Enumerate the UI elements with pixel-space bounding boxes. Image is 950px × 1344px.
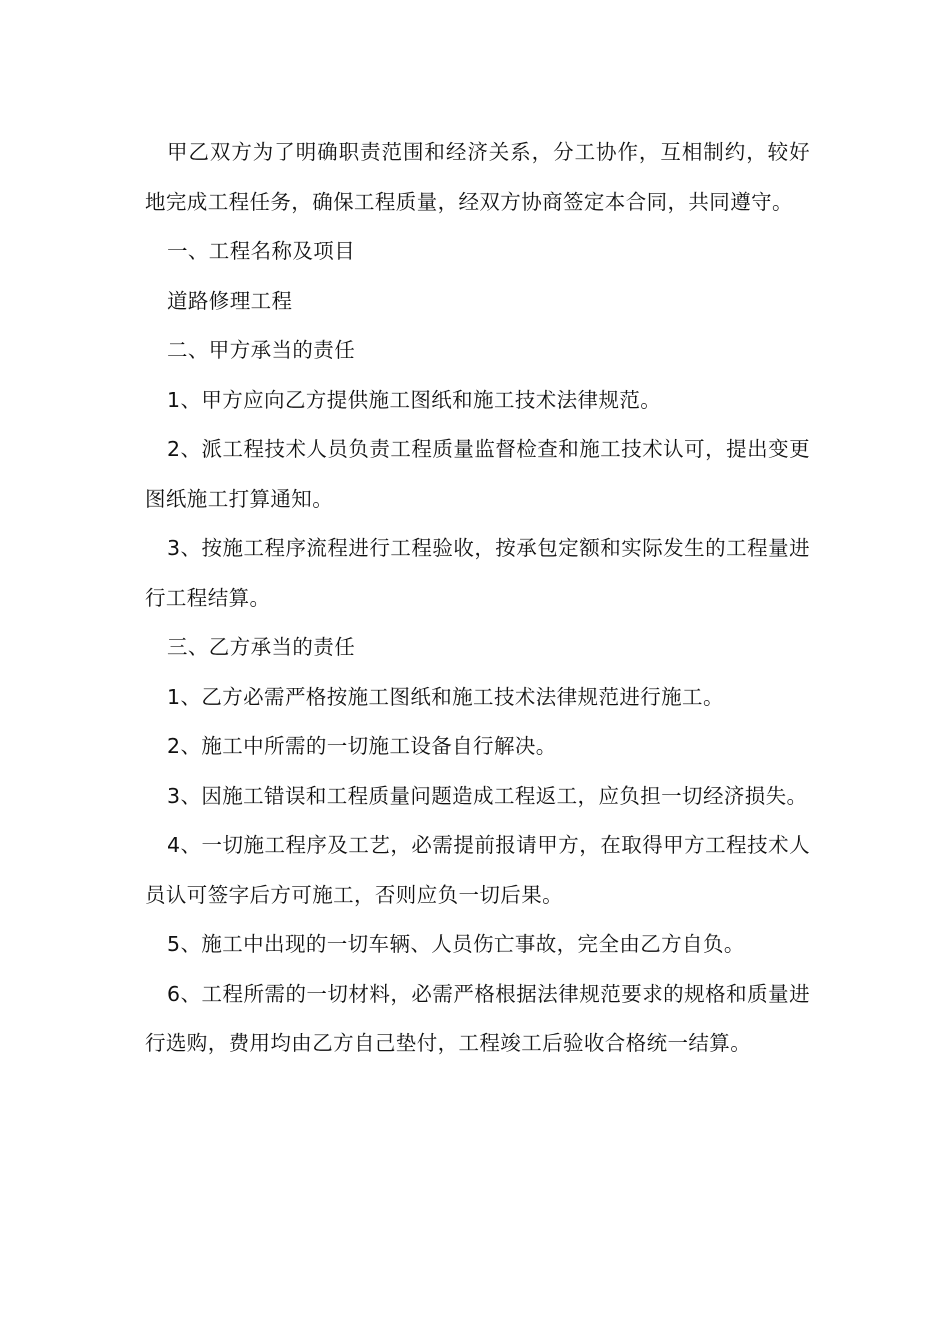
- section-heading-1: 一、工程名称及项目: [167, 239, 356, 263]
- intro-paragraph: 甲乙双方为了明确职责范围和经济关系，分工协作，互相制约，较好地完成工程任务，确保工程质量，经双方协商签定本合同，共同遵守。: [145, 140, 810, 214]
- party-b-clause-2: 2、施工中所需的一切施工设备自行解决。: [167, 734, 557, 758]
- document-body: [145, 128, 810, 1069]
- party-a-clause-2: 2、派工程技术人员负责工程质量监督检查和施工技术认可，提出变更图纸施工打算通知。: [145, 437, 810, 511]
- party-a-clause-3: 3、按施工程序流程进行工程验收，按承包定额和实际发生的工程量进行工程结算。: [145, 536, 810, 610]
- party-b-clause-4: 4、一切施工程序及工艺，必需提前报请甲方，在取得甲方工程技术人员认可签字后方可施工，否则应负一切后果。: [145, 833, 810, 907]
- party-b-clause-5: 5、施工中出现的一切车辆、人员伤亡事故，完全由乙方自负。: [167, 932, 745, 956]
- party-b-clause-6: 6、工程所需的一切材料，必需严格根据法律规范要求的规格和质量进行选购，费用均由乙方自己垫付，工程竣工后验收合格统一结算。: [145, 981, 810, 1055]
- party-b-clause-1: 1、乙方必需严格按施工图纸和施工技术法律规范进行施工。: [167, 684, 724, 709]
- party-b-clause-3: 3、因施工错误和工程质量问题造成工程返工，应负担一切经济损失。: [167, 783, 808, 808]
- section-heading-2: 二、甲方承当的责任: [167, 338, 356, 362]
- section-heading-3: 三、乙方承当的责任: [167, 635, 356, 659]
- party-a-clause-1: 1、甲方应向乙方提供施工图纸和施工技术法律规范。: [167, 387, 662, 412]
- project-name: 道路修理工程: [167, 288, 293, 313]
